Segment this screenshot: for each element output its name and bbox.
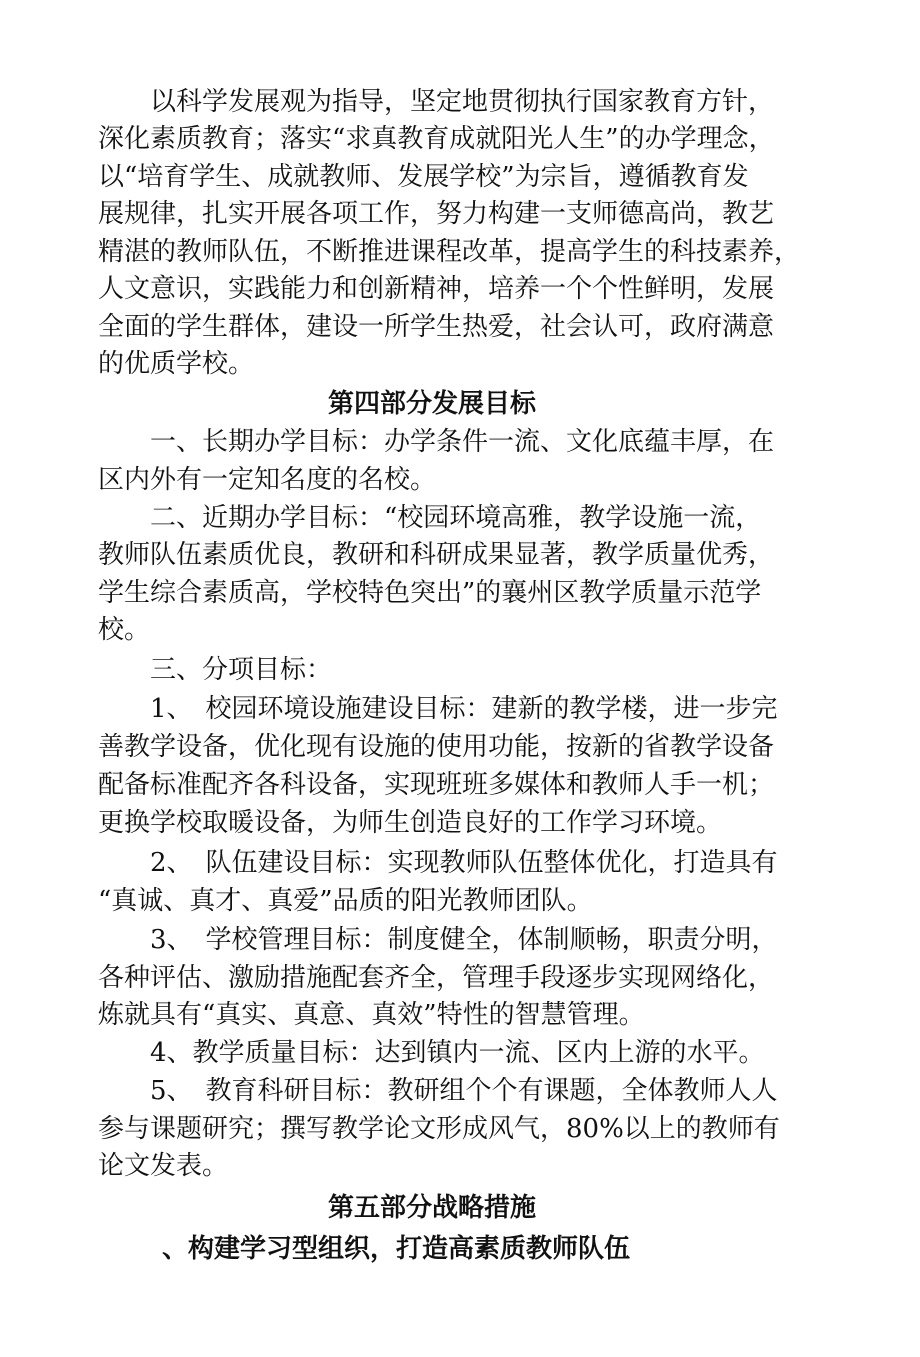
section-heading: 第四部分发展目标 xyxy=(328,389,537,419)
list-item-line: 4、教学质量目标：达到镇内一流、区内上游的水平。 xyxy=(150,1038,765,1068)
sub-heading: 、构建学习型组织，打造高素质教师队伍 xyxy=(162,1234,631,1264)
list-item-line: 参与课题研究；撰写教学论文形成风气，80%以上的教师有 xyxy=(98,1114,780,1144)
paragraph-line: 一、长期办学目标：办学条件一流、文化底蕴丰厚，在 xyxy=(150,427,775,457)
paragraph-line: 精湛的教师队伍，不断推进课程改革，提高学生的科技素养， xyxy=(98,237,801,267)
paragraph-line: 人文意识，实践能力和创新精神，培养一个个性鲜明，发展 xyxy=(98,274,775,304)
list-item-line: 配备标准配齐各科设备，实现班班多媒体和教师人手一机； xyxy=(98,770,775,800)
list-item-line: 各种评估、激励措施配套齐全，管理手段逐步实现网络化， xyxy=(98,963,775,993)
paragraph-line: 校。 xyxy=(98,615,151,645)
list-item-line: 5、 教育科研目标：教研组个个有课题，全体教师人人 xyxy=(150,1076,778,1106)
list-item-line: 3、 学校管理目标：制度健全，体制顺畅，职责分明， xyxy=(150,925,778,955)
paragraph-line: 教师队伍素质优良，教研和科研成果显著，教学质量优秀， xyxy=(98,540,775,570)
paragraph-line: 区内外有一定知名度的名校。 xyxy=(98,465,437,495)
section-heading: 第五部分战略措施 xyxy=(328,1193,537,1223)
list-item-line: “真诚、真才、真爱”品质的阳光教师团队。 xyxy=(98,886,593,916)
list-item-line: 2、 队伍建设目标：实现教师队伍整体优化，打造具有 xyxy=(150,848,778,878)
list-item-line: 炼就具有“真实、真意、真效”特性的智慧管理。 xyxy=(98,1000,645,1030)
list-item-line: 善教学设备，优化现有设施的使用功能，按新的省教学设备 xyxy=(98,732,775,762)
paragraph-line: 以“培育学生、成就教师、发展学校”为宗旨，遵循教育发 xyxy=(98,162,749,192)
paragraph-line: 二、近期办学目标：“校园环境高雅，教学设施一流， xyxy=(150,503,762,533)
paragraph-line: 三、分项目标： xyxy=(150,655,333,685)
list-item-line: 1、 校园环境设施建设目标：建新的教学楼，进一步完 xyxy=(150,694,778,724)
paragraph-line: 的优质学校。 xyxy=(98,349,255,379)
paragraph-line: 展规律，扎实开展各项工作，努力构建一支师德高尚，教艺 xyxy=(98,199,775,229)
list-item-line: 更换学校取暖设备，为师生创造良好的工作学习环境。 xyxy=(98,808,723,838)
paragraph-line: 深化素质教育；落实“求真教育成就阳光人生”的办学理念， xyxy=(98,124,775,154)
paragraph-line: 以科学发展观为指导，坚定地贯彻执行国家教育方针， xyxy=(150,87,775,117)
list-item-line: 论文发表。 xyxy=(98,1151,229,1181)
paragraph-line: 学生综合素质高，学校特色突出”的襄州区教学质量示范学 xyxy=(98,578,762,608)
paragraph-line: 全面的学生群体，建设一所学生热爱，社会认可，政府满意 xyxy=(98,312,775,342)
